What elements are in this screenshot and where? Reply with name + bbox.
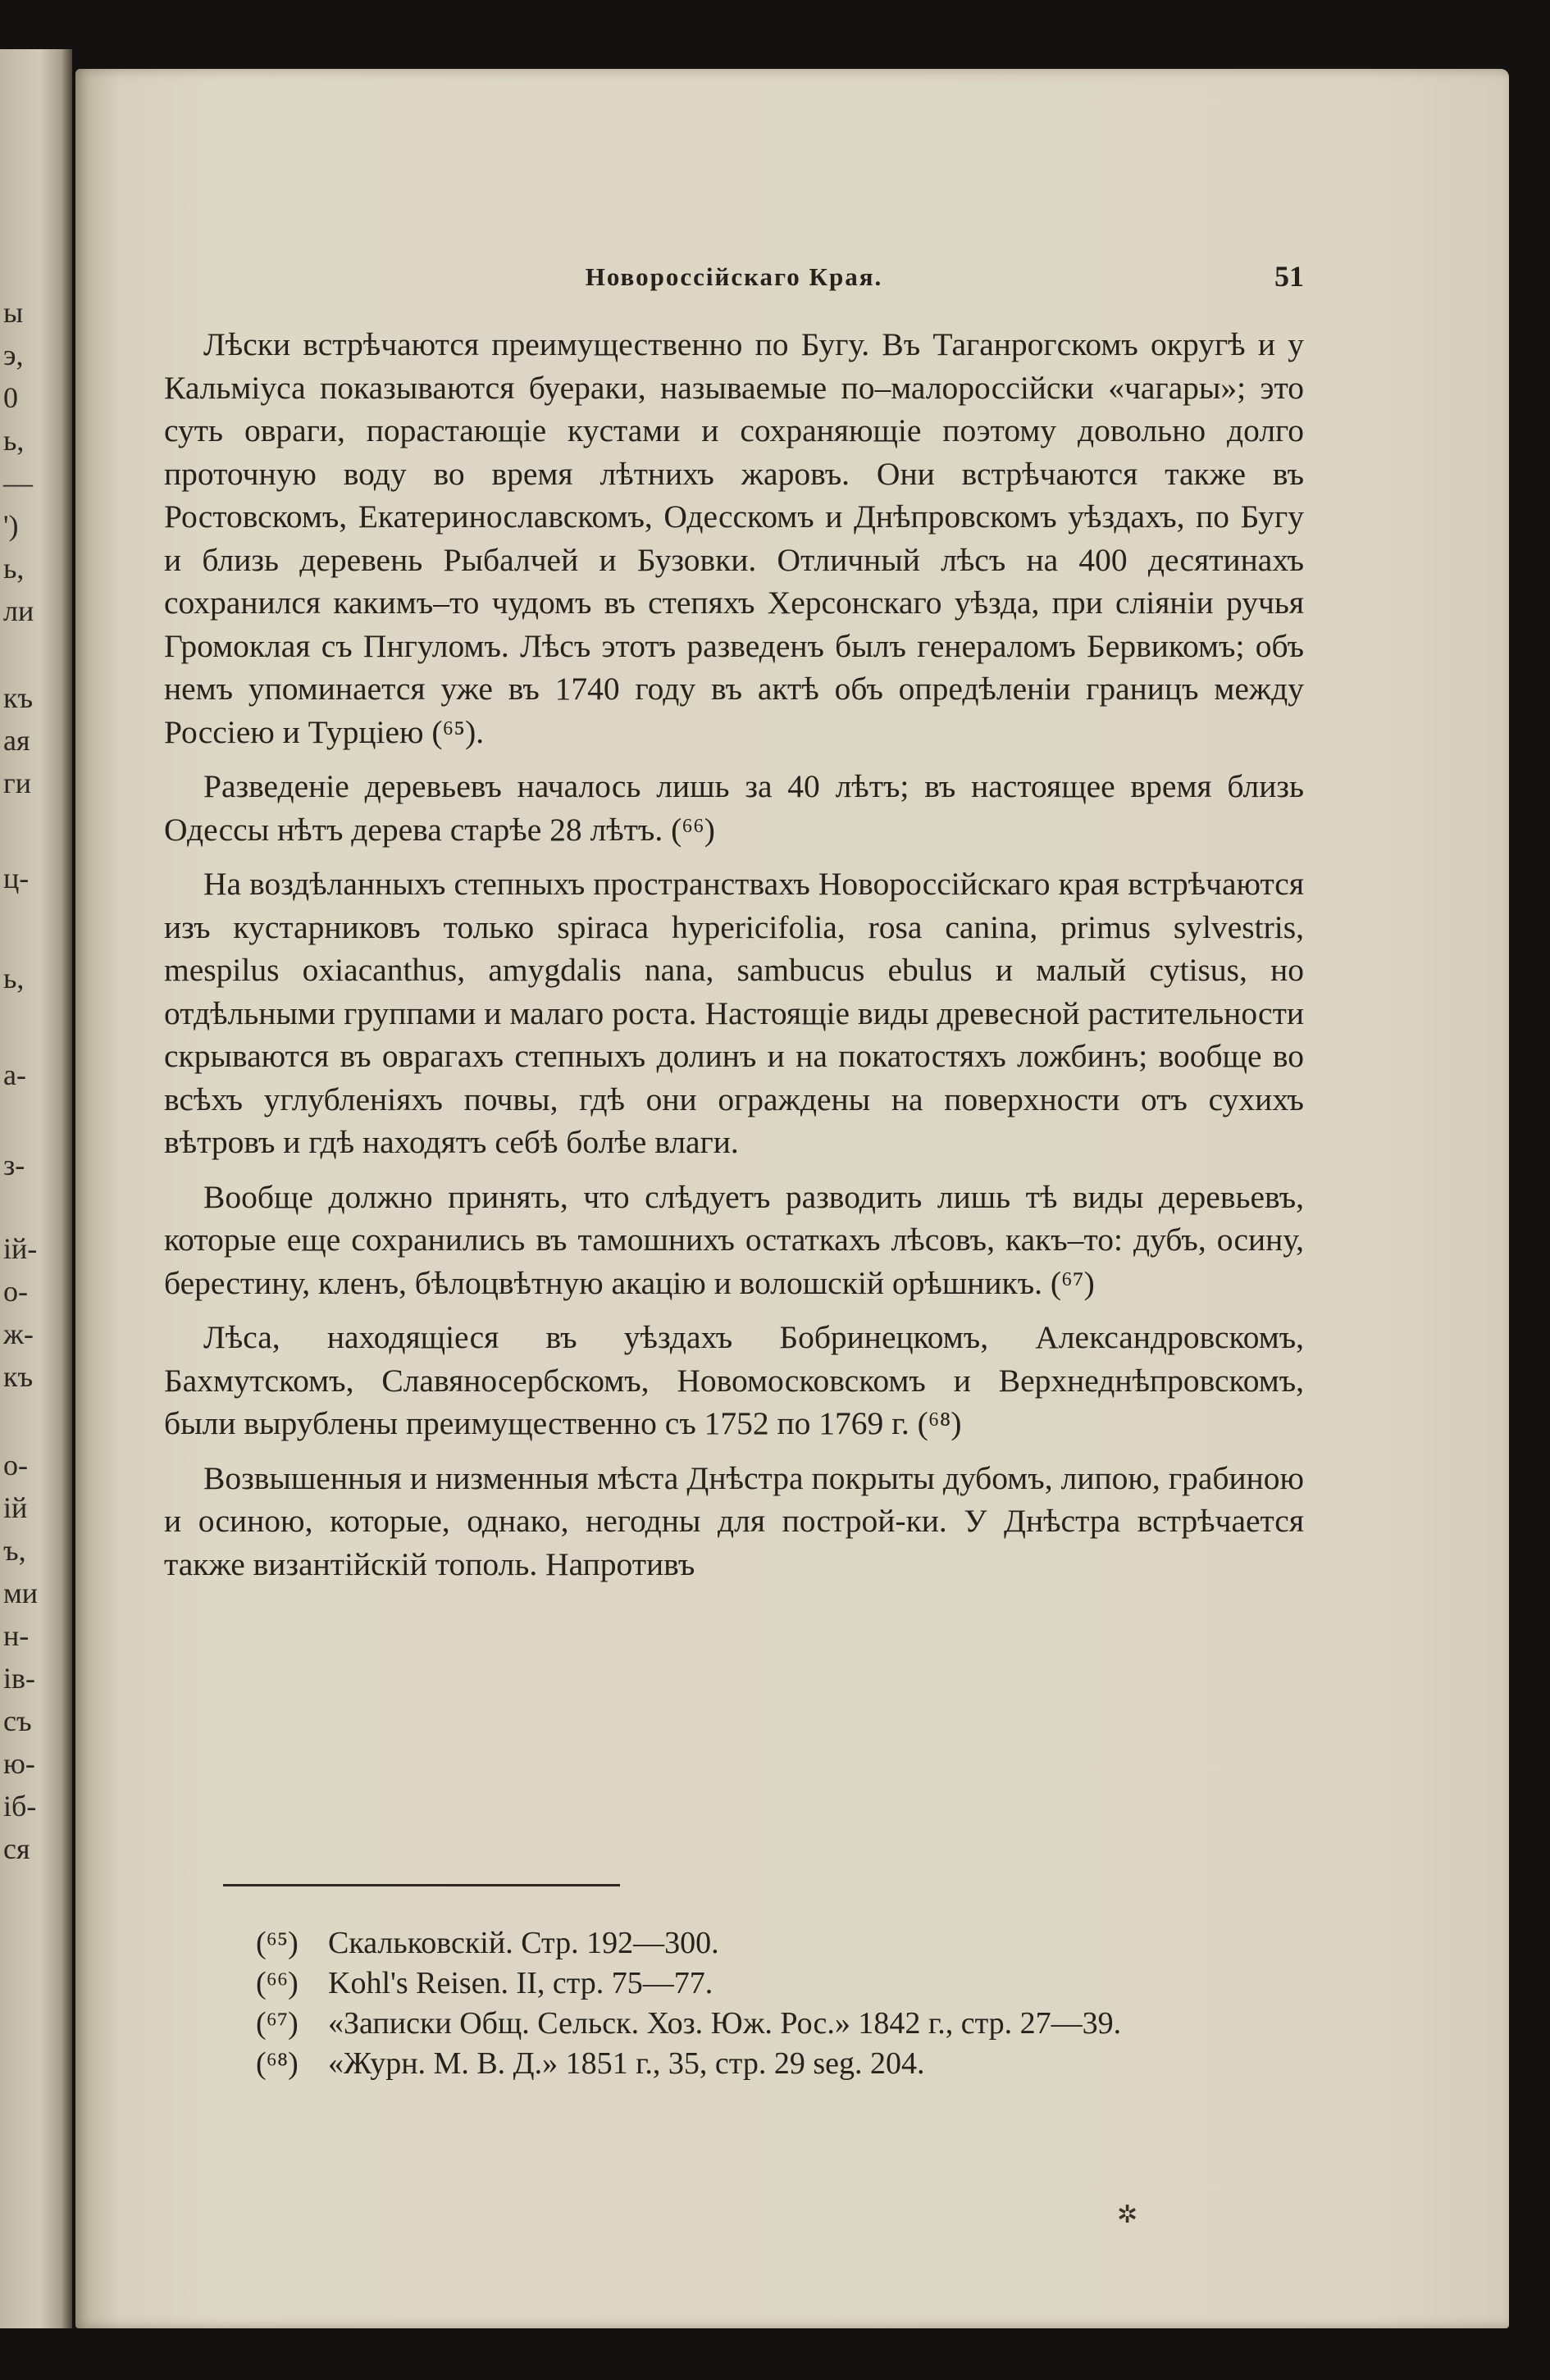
- left-page-fragment: '): [3, 509, 19, 542]
- left-page-fragment: ій-: [3, 1232, 38, 1265]
- paragraph: Лѣски встрѣчаются преимущественно по Бугу. Въ Таганрогскомъ округѣ и у Кальміуса показываются буераки, называемые по–малороссійски «чагары»; это суть овраги, порастающіе кустами и сохраняющіе поэтому довольно долго проточную воду во время лѣтнихъ жаровъ. Они встрѣчаются также въ Ростовскомъ, Екатеринославскомъ, Одесскомъ и Днѣпровскомъ уѣздахъ, по Бугу и близь деревень Рыбалчей и Бузовки. Отличный лѣсъ на 400 десятинахъ сохранился какимъ–то чудомъ въ степяхъ Херсонскаго уѣзда, при сліяніи ручья Громоклая съ Пнгуломъ. Лѣсъ этотъ разведенъ былъ генераломъ Бервикомъ; объ немъ упоминается уже въ 1740 году въ актѣ объ опредѣленіи границъ между Россіею и Турціею (⁶⁵).: [164, 326, 1304, 750]
- footnote-mark: (⁶⁵): [256, 1926, 299, 1960]
- left-page-fragment: ы: [3, 296, 24, 329]
- left-page-fragment: н-: [3, 1619, 30, 1652]
- left-page-fragment: ц-: [3, 862, 30, 894]
- left-page-fragment: ь,: [3, 424, 25, 457]
- paragraph: Разведеніе деревьевъ началось лишь за 40 лѣтъ; въ настоящее время близь Одессы нѣтъ дерева старѣе 28 лѣтъ. (⁶⁶): [164, 768, 1304, 848]
- running-title: Новороссійскаго Края.: [585, 262, 883, 291]
- footnote-text: Kohl's Reisen. II, стр. 75—77.: [328, 1966, 713, 2000]
- left-page-fragment: о-: [3, 1449, 28, 1481]
- footnote: [256, 2004, 1322, 2044]
- paragraph: Лѣса, находящіеся въ уѣздахъ Бобринецкомъ, Александровскомъ, Бахмутскомъ, Славяносербскомъ, Новомосковскомъ и Верхнеднѣпровскомъ, были вырублены преимущественно съ 1752 по 1769 г. (⁶⁸): [164, 1319, 1304, 1441]
- left-page-fragment: з-: [3, 1149, 25, 1181]
- left-page-fragment: о-: [3, 1275, 28, 1308]
- page-header: [164, 256, 1304, 302]
- left-page-fragment: ій: [3, 1491, 28, 1524]
- paragraph: Возвышенныя и низменныя мѣста Днѣстра покрыты дубомъ, липою, грабиною и осиною, которые, однако, негодны для построй-ки. У Днѣстра встрѣчается также византійскій тополь. Напротивъ: [164, 1459, 1304, 1582]
- book-page: [75, 69, 1509, 2328]
- left-page-edge: [0, 49, 72, 2328]
- left-page-fragment: ів-: [3, 1662, 35, 1695]
- left-page-fragment: ь,: [3, 962, 25, 994]
- ornament-icon: ✲: [1117, 2201, 1138, 2228]
- footnote-text: Скальковскій. Стр. 192—300.: [328, 1926, 719, 1960]
- footnote-text: «Журн. М. В. Д.» 1851 г., 35, стр. 29 seg. 204.: [328, 2046, 925, 2081]
- footnote-mark: (⁶⁷): [256, 2006, 299, 2041]
- left-page-fragment: ж-: [3, 1317, 34, 1350]
- left-page-fragment: ая: [3, 724, 30, 757]
- footnote-rule: [223, 1884, 620, 1886]
- paragraph: На воздѣланныхъ степныхъ пространствахъ Новороссійскаго края встрѣчаются изъ кустарниковъ только spiraca hypericifolia, rosa canina, primus sylvestris, mespilus oxiacanthus, amygdalis nana, sambucus ebulus и малый cytisus, но отдѣльными группами и малаго роста. Настоящіе виды древесной растительности скрываются въ оврагахъ степныхъ долинъ и на покатостяхъ ложбинъ; вообще во всѣхъ углубленіяхъ почвы, гдѣ они ограждены на поверхности отъ сухихъ вѣтровъ и гдѣ находятъ себѣ болѣе влаги.: [164, 866, 1304, 1160]
- footnote: [256, 2044, 1322, 2084]
- left-page-fragment: ся: [3, 1832, 30, 1865]
- left-page-fragment: іб-: [3, 1790, 37, 1823]
- footnote-mark: (⁶⁶): [256, 1966, 299, 2000]
- left-page-fragment: къ: [3, 681, 34, 714]
- body-text: [164, 323, 1304, 1597]
- footnote-mark: (⁶⁸): [256, 2046, 299, 2081]
- left-page-fragment: ми: [3, 1577, 39, 1609]
- footnote: [256, 1964, 1322, 2004]
- left-page-fragment: ь,: [3, 552, 25, 585]
- left-page-fragment: ъ,: [3, 1534, 26, 1567]
- left-page-fragment: а-: [3, 1058, 26, 1091]
- footnotes: [256, 1923, 1322, 2084]
- paragraph: Вообще должно принять, что слѣдуетъ разводить лишь тѣ виды деревьевъ, которые еще сохранились въ тамошнихъ остаткахъ лѣсовъ, какъ–то: дубъ, осину, берестину, кленъ, бѣлоцвѣтную акацію и волошскій орѣшникъ. (⁶⁷): [164, 1178, 1304, 1301]
- footnote-text: «Записки Общ. Сельск. Хоз. Юж. Рос.» 1842 г., стр. 27—39.: [328, 2006, 1122, 2041]
- left-page-fragment: съ: [3, 1704, 32, 1737]
- left-page-fragment: 0: [3, 381, 18, 414]
- footnote: [256, 1923, 1322, 1964]
- left-page-fragment: —: [3, 466, 33, 499]
- left-page-fragment: э,: [3, 339, 24, 371]
- left-page-fragment: ю-: [3, 1747, 35, 1780]
- left-page-fragment: ги: [3, 767, 32, 799]
- left-page-fragment: къ: [3, 1360, 34, 1393]
- left-page-fragment: ли: [3, 594, 34, 627]
- page-number: 51: [1274, 260, 1304, 293]
